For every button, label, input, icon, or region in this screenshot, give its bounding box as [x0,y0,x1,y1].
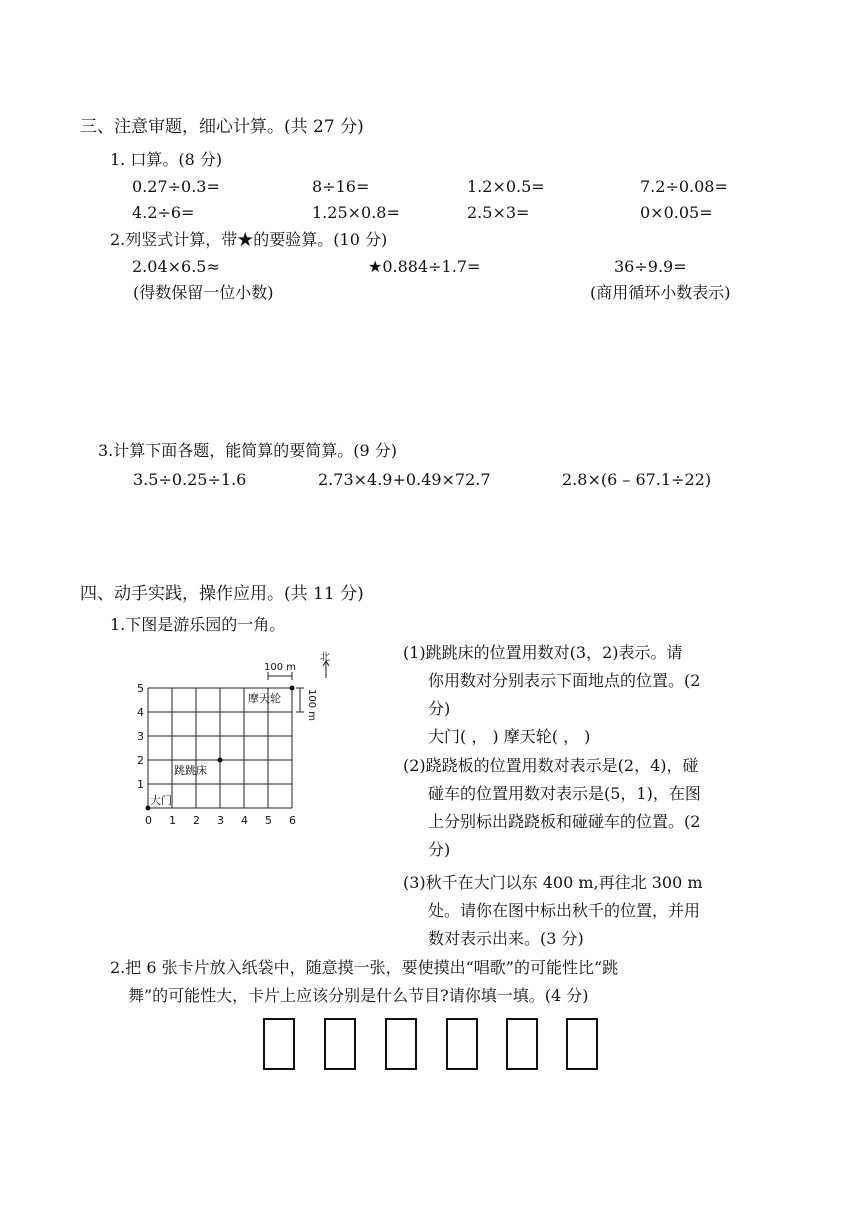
vertical-calc-item: 2.04×6.5≈ [132,257,220,276]
oral-calc-item: 4.2÷6= [132,203,195,222]
y-label: 2 [137,754,144,767]
oral-calc-item: 7.2÷0.08= [640,177,728,196]
y-label: 5 [137,682,144,695]
x-label: 5 [265,814,272,827]
x-label: 6 [289,814,296,827]
north-label: 北 [320,652,330,663]
x-label: 0 [145,814,152,827]
sub1-line: 你用数对分别表示下面地点的位置。(2 [428,671,701,690]
x-label: 2 [193,814,200,827]
simplify-item: 3.5÷0.25÷1.6 [133,470,247,489]
sub2-line: 上分别标出跷跷板和碰碰车的位置。(2 [428,812,701,831]
s4-q2-line: 舞”的可能性大，卡片上应该分别是什么节目?请你填一填。(4 分) [128,986,589,1005]
ferris-wheel-label: 摩天轮 [248,692,281,705]
x-label: 1 [169,814,176,827]
y-label: 1 [137,778,144,791]
card-blank[interactable] [385,1018,417,1070]
gate-label: 大门 [150,794,172,807]
vertical-calc-item: 36÷9.9= [614,257,687,276]
x-label: 4 [241,814,248,827]
q1-title: 1. 口算。(8 分) [110,150,223,169]
section4-title: 四、动手实践，操作应用。(共 11 分) [80,584,364,604]
card-blank[interactable] [324,1018,356,1070]
sub2-line: (2)跷跷板的位置用数对表示是(2，4)，碰 [403,756,699,775]
oral-calc-item: 8÷16= [312,177,370,196]
note-right: (商用循环小数表示) [590,283,731,302]
sub1-line: 分) [428,699,451,718]
scale-v-label: 100 m [306,689,317,722]
park-grid-figure [128,650,348,830]
ferris-dot [290,686,295,691]
scale-h-label: 100 m [264,662,297,673]
card-blank[interactable] [263,1018,295,1070]
s4-q1-title: 1.下图是游乐园的一角。 [110,615,286,634]
trampoline-label: 跳跳床 [174,764,207,777]
sub2-line: 碰车的位置用数对表示是(5，1)，在图 [428,784,701,803]
oral-calc-item: 0×0.05= [640,203,713,222]
y-label: 3 [137,730,144,743]
oral-calc-item: 2.5×3= [467,203,530,222]
sub3-line: (3)秋千在大门以东 400 m,再往北 300 m [403,873,703,892]
sub1-line: (1)跳跳床的位置用数对(3，2)表示。请 [403,643,683,662]
oral-calc-item: 1.2×0.5= [467,177,545,196]
q2-title: 2.列竖式计算，带★的要验算。(10 分) [110,230,388,249]
card-blank[interactable] [506,1018,538,1070]
sub2-line: 分) [428,840,451,859]
vertical-calc-item: ★0.884÷1.7= [368,257,481,276]
simplify-item: 2.8×(6 – 67.1÷22) [562,470,712,489]
sub3-line: 数对表示出来。(3 分) [428,929,584,948]
simplify-item: 2.73×4.9+0.49×72.7 [318,470,491,489]
sub1-answer-line[interactable]: 大门( ， ) 摩天轮( ， ) [428,727,591,746]
s4-q2-line: 2.把 6 张卡片放入纸袋中，随意摸一张，要使摸出“唱歌”的可能性比“跳 [110,958,619,977]
trampoline-dot [218,758,223,763]
section3-title: 三、注意审题，细心计算。(共 27 分) [80,117,364,137]
note-left: (得数保留一位小数) [133,283,274,302]
x-label: 3 [217,814,224,827]
sub3-line: 处。请你在图中标出秋千的位置，并用 [428,901,701,920]
card-blank[interactable] [566,1018,598,1070]
q3-title: 3.计算下面各题，能简算的要简算。(9 分) [98,441,398,460]
card-blank[interactable] [446,1018,478,1070]
oral-calc-item: 1.25×0.8= [312,203,400,222]
oral-calc-item: 0.27÷0.3= [132,177,220,196]
y-label: 4 [137,706,144,719]
